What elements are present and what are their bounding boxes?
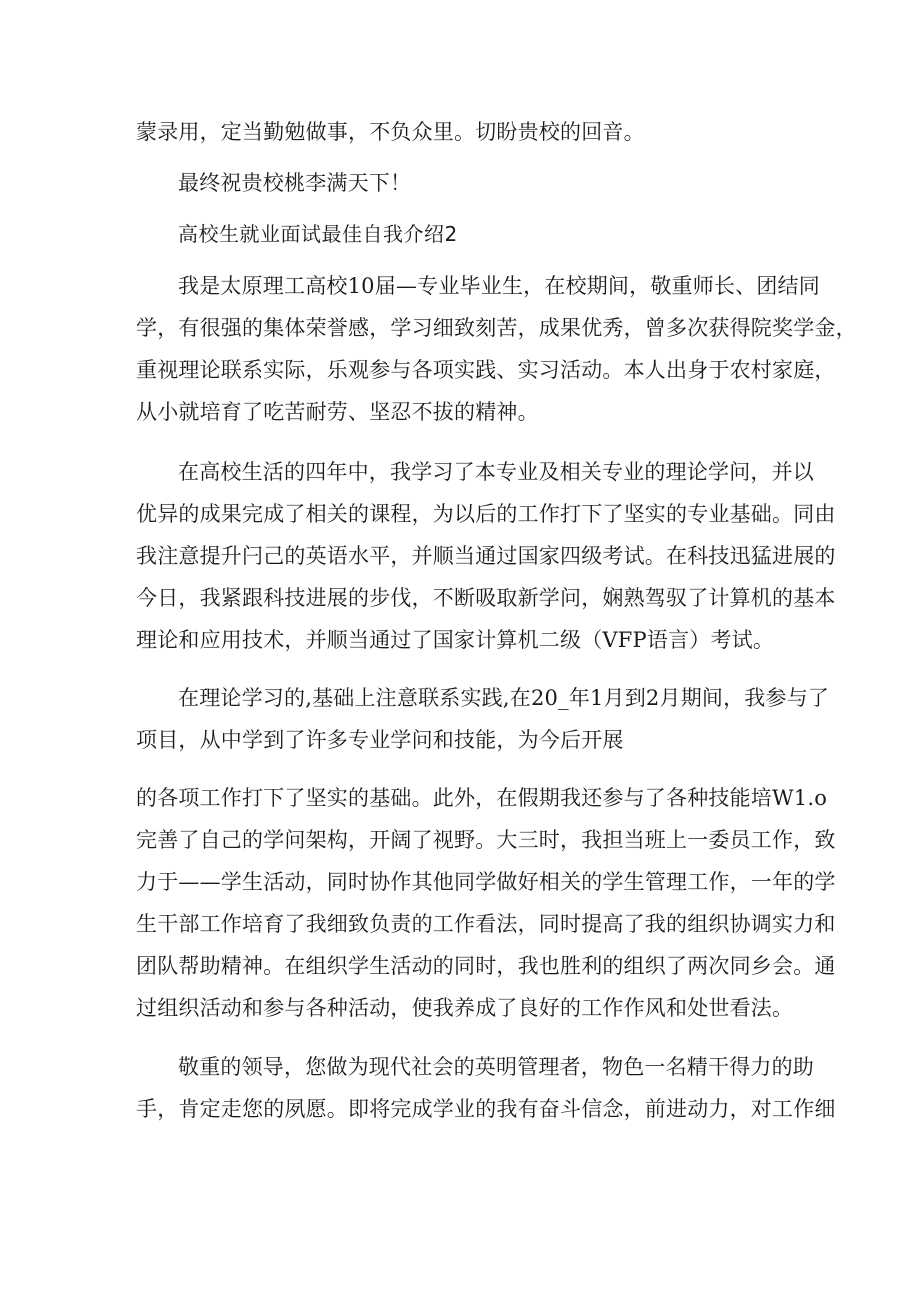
text-line: 我注意提升闩己的英语水平，并顺当通过国家四级考试。在科技迅猛进展的 bbox=[136, 544, 836, 568]
text-line: 在理论学习的,基础上注意联系实践,在20_年1月到2月期间，我参与了 bbox=[178, 686, 830, 710]
text-line: 从小就培育了吃苦耐劳、坚忍不拔的精神。 bbox=[136, 400, 539, 424]
text-line: 手，肯定走您的夙愿。即将完成学业的我有奋斗信念，前进动力，对工作细 bbox=[136, 1097, 836, 1121]
text-line: 理论和应用技术，并顺当通过了国家计算机二级（VFP语言）考试。 bbox=[136, 628, 775, 652]
text-line: 在高校生活的四年中，我学习了本专业及相关专业的理论学问，并以 bbox=[178, 460, 814, 484]
text-line: 生干部工作培育了我细致负责的工作看法，同时提高了我的组织协调实力和 bbox=[136, 912, 836, 936]
text-line: 团队帮助精神。在组织学生活动的同时，我也胜利的组织了两次同乡会。通 bbox=[136, 954, 836, 978]
text-line: 今日，我紧跟科技进展的步伐，不断吸取新学问，娴熟驾驭了计算机的基本 bbox=[136, 586, 836, 610]
text-line: 力于——学生活动，同时协作其他同学做好相关的学生管理工作，一年的学 bbox=[136, 870, 836, 894]
text-line: 蒙录用，定当勤勉做事，不负众里。切盼贵校的回音。 bbox=[136, 120, 645, 144]
text-line: 优异的成果完成了相关的课程，为以后的工作打下了坚实的专业基础。同由 bbox=[136, 502, 836, 526]
text-line: 敬重的领导，您做为现代社会的英明管理者，物色一名精干得力的助 bbox=[178, 1055, 814, 1079]
text-line: 的各项工作打下了坚实的基础。此外，在假期我还参与了各种技能培W1.o bbox=[136, 786, 828, 810]
section-heading: 高校生就业面试最佳自我介绍2 bbox=[178, 222, 458, 246]
text-line: 项目，从中学到了许多专业学问和技能，为今后开展 bbox=[136, 728, 624, 752]
text-line: 过组织活动和参与各种活动，使我养成了良好的工作作风和处世看法。 bbox=[136, 996, 794, 1020]
text-line: 最终祝贵校桃李满天下！ bbox=[178, 171, 412, 195]
text-line: 学，有很强的集体荣誉感，学习细致刻苦，成果优秀，曾多次获得院奖学金， bbox=[136, 316, 857, 340]
text-line: 我是太原理工高校10届—专业毕业生，在校期间，敬重师长、团结同 bbox=[178, 274, 820, 298]
text-line: 重视理论联系实际，乐观参与各项实践、实习活动。本人出身于农村家庭， bbox=[136, 358, 836, 382]
text-line: 完善了自己的学问架构，开阔了视野。大三时，我担当班上一委员工作，致 bbox=[136, 828, 836, 852]
